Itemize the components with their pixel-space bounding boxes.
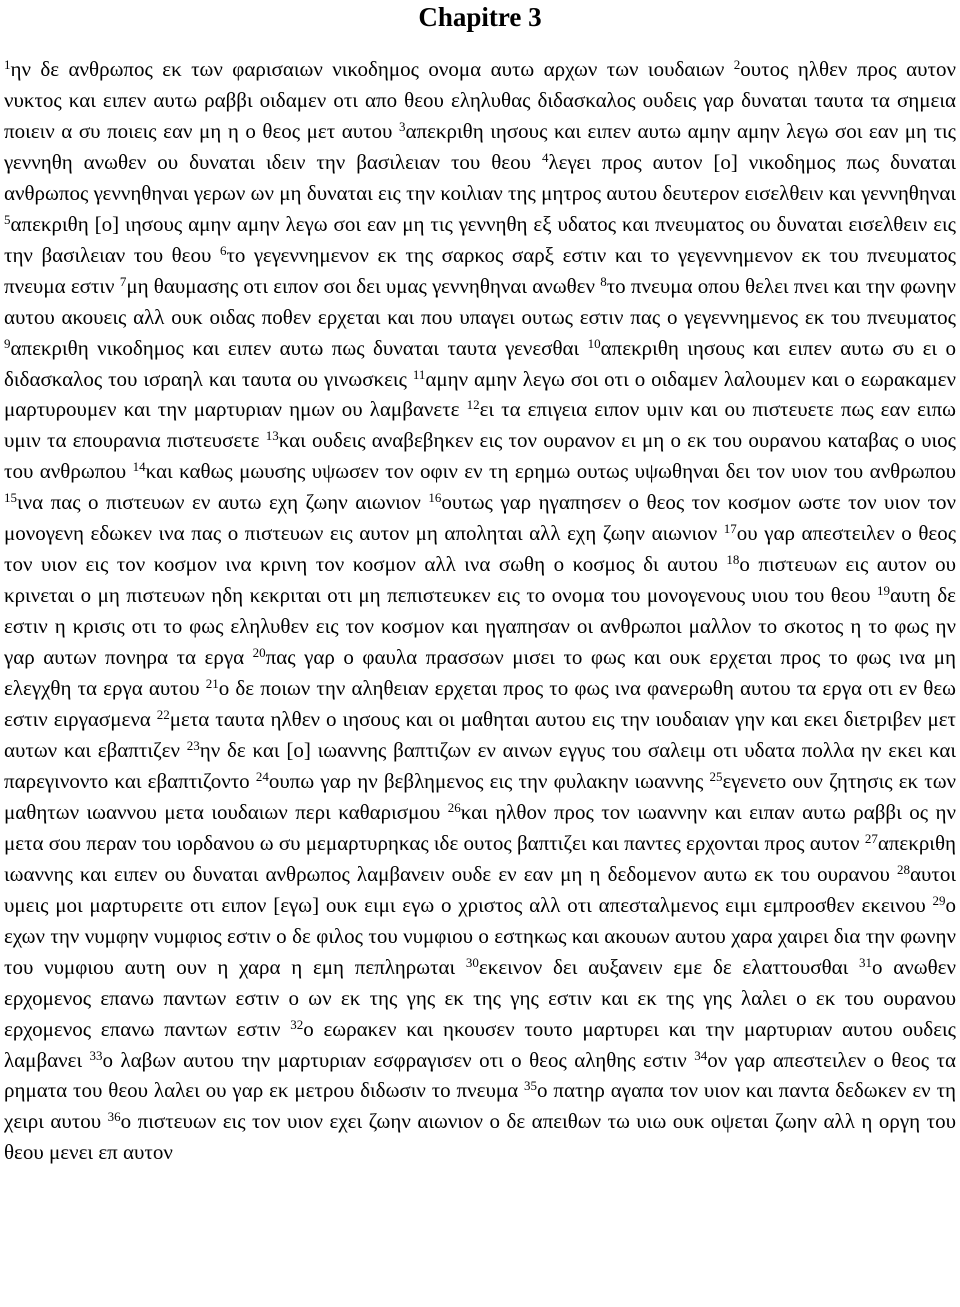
verse-number: 10	[587, 335, 601, 351]
verse-number: 32	[290, 1016, 304, 1032]
verse-text: ο λαβων αυτου την μαρτυριαν εσφραγισεν οτι ο θεος αληθης εστιν	[102, 1047, 695, 1072]
verse-number: 28	[897, 861, 910, 877]
verse-text: και ουδεις αναβεβηκεν εις τον ουρανον ει μη ο εκ του ουρανου καταβας ο υιος του ανθρωπου	[4, 428, 956, 484]
verse-number: 5	[4, 211, 11, 227]
verse-text: απεκριθη ιωαννης και ειπεν ου δυναται ανθρωπος λαμβανειν ουδε εν εαν μη η δεδομενον αυτω εκ του ουρανου	[4, 830, 956, 886]
verse-text: ο ανωθεν ερχομενος επανω παντων εστιν ο ων εκ της γης εκ της γης εστιν και εκ της γης λαλει ο εκ του ουρανου ερχομενος επανω παντων εστιν	[4, 954, 956, 1041]
verse-text: το πνευμα οπου θελει πνει και την φωνην αυτου ακουεις αλλ ουκ οιδας ποθεν ερχεται και που υπαγει ουτως εστιν πας ο γεγεννημενος εκ του πνευματος	[4, 273, 956, 329]
verse-text: και ηλθον προς τον ιωαννην και ειπαν αυτω ραββι ος ην μετα σου περαν του ιορδανου ω συ μεμαρτυρηκας ιδε ουτος βαπτιζει και παντες ερχονται προς αυτον	[4, 799, 956, 855]
verse-number: 3	[399, 118, 406, 134]
verse-number: 29	[932, 892, 946, 908]
verse-text: μη θαυμασης οτι ειπον σοι δει υμας γεννηθηναι ανωθεν	[126, 273, 601, 298]
verse-number: 16	[428, 490, 442, 506]
verse-number: 33	[89, 1047, 103, 1063]
verse-text: ο πατηρ αγαπα τον υιον και παντα δεδωκεν εν τη χειρι αυτου	[4, 1078, 956, 1134]
verse-number: 27	[864, 830, 878, 846]
verse-text: απεκριθη ιησους και ειπεν αυτω συ ει ο διδασκαλος του ισραηλ και ταυτα ου γινωσκεις	[4, 335, 956, 391]
verse-text: πας γαρ ο φαυλα πρασσων μισει το φως και ουκ ερχεται προς το φως ινα μη ελεγχθη τα εργα αυτου	[4, 645, 956, 701]
verse-number: 19	[876, 583, 890, 599]
verse-text: αυτοι υμεις μοι μαρτυρειτε οτι ειπον [εγω] ουκ ειμι εγω ο χριστος αλλ οτι απεσταλμενος ειμι εμπροσθεν εκεινου	[4, 861, 956, 917]
verse-number: 2	[733, 56, 741, 72]
verse-text: το γεγεννημενον εκ της σαρκος σαρξ εστιν και το γεγεννημενον εκ του πνευματος πνευμα εστιν	[4, 242, 956, 298]
verse-number: 15	[4, 490, 17, 506]
verse-text: εγενετο ουν ζητησις εκ των μαθητων ιωαννου μετα ιουδαιων περι καθαρισμου	[4, 768, 957, 824]
verse-number: 35	[524, 1078, 538, 1094]
verse-number: 20	[252, 644, 266, 660]
verse-text: αυτη δε εστιν η κρισις οτι το φως εληλυθεν εις τον κοσμον και ηγαπησαν οι ανθρωποι μαλλον το σκοτος η το φως ην γαρ αυτων πονηρα τα εργα	[4, 583, 956, 670]
verse-number: 12	[466, 397, 480, 413]
verse-number: 18	[726, 552, 740, 568]
verse-text: ουπω γαρ ην βεβλημενος εις την φυλακην ιωαννης	[268, 768, 710, 793]
verse-text: ινα πας ο πιστευων εν αυτω εχη ζωην αιωνιον	[17, 490, 429, 515]
verse-text: απεκριθη νικοδημος και ειπεν αυτω πως δυναται ταυτα γενεσθαι	[10, 335, 588, 360]
verse-number: 21	[205, 675, 219, 691]
verse-text: μετα ταυτα ηλθεν ο ιησους και οι μαθηται αυτου εις την ιουδαιαν γην και εκει διετριβεν μετ αυτων και εβαπτιζεν	[4, 707, 956, 762]
verse-text: ον γαρ απεστειλεν ο θεος τα ρηματα του θεου λαλει ου γαρ εκ μετρου διδωσιν το πνευμα	[4, 1047, 956, 1103]
verse-text: ην δε και [ο] ιωαννης βαπτιζων εν αινων εγγυς του σαλειμ οτι υδατα πολλα ην εκει και παρεγινοντο και εβαπτιζοντο	[4, 737, 957, 793]
verse-number: 1	[4, 56, 11, 72]
verse-text: αμην αμην λεγω σοι οτι ο οιδαμεν λαλουμεν και ο εωρακαμεν μαρτυρουμεν και την μαρτυριαν ημων ου λαμβανετε	[4, 366, 956, 422]
verse-number: 22	[156, 706, 170, 722]
verse-text: λεγει προς αυτον [ο] νικοδημος πως δυναται ανθρωπος γεννηθηναι γερων ων μη δυναται εις την κοιλιαν της μητρος αυτου δευτερον εισελθειν και γεννηθηναι	[4, 149, 956, 205]
verse-text: εκεινον δει αυξανειν εμε δε ελαττουσθαι	[478, 954, 860, 979]
verse-number: 7	[119, 273, 127, 289]
verse-text: ο πιστευων εις αυτον ου κρινεται ο μη πιστευων ηδη κεκριται οτι μη πεπιστευκεν εις το ονομα του μονογενους υιου του θεου	[4, 552, 956, 608]
verse-number: 9	[4, 335, 11, 351]
verse-number: 23	[186, 737, 200, 753]
verse-text: ο εχων την νυμφην νυμφιος εστιν ο δε φιλος του νυμφιου ο εστηκως και ακουων αυτου χαρα χαιρει δια την φωνην του νυμφιου αυτη ουν η χαρα η εμη πεπληρωται	[4, 892, 956, 979]
verse-number: 31	[859, 954, 873, 970]
verse-text: ο πιστευων εις τον υιον εχει ζωην αιωνιον ο δε απειθων τω υιω ουκ οψεται ζωην αλλ η οργη του θεου μενει επ αυτον	[4, 1109, 956, 1165]
verse-number: 36	[107, 1109, 121, 1125]
verse-number: 11	[412, 366, 426, 382]
verse-number: 17	[723, 521, 737, 537]
verse-number: 6	[219, 242, 227, 258]
verse-text: ο εωρακεν και ηκουσεν τουτο μαρτυρει και την μαρτυριαν αυτου ουδεις λαμβανει	[4, 1016, 956, 1072]
verse-number: 4	[541, 149, 549, 165]
verse-text: ην δε ανθρωπος εκ των φαρισαιων νικοδημος ονομα αυτω αρχων των ιουδαιων	[10, 57, 734, 81]
verse-text: απεκριθη [ο] ιησους αμην αμην λεγω σοι εαν μη τις γεννηθη εξ υδατος και πνευματος ου δυναται εισελθειν εις την βασιλειαν του θεου	[4, 211, 956, 267]
verse-number: 25	[709, 768, 723, 784]
verse-number: 34	[694, 1047, 708, 1063]
chapter-body	[4, 54, 956, 1168]
verse-text: ουτως γαρ ηγαπησεν ο θεος τον κοσμον ωστε τον υιον τον μονογενη εδωκεν ινα πας ο πιστευων εις αυτον μη αποληται αλλ εχη ζωην αιωνιον	[4, 490, 957, 546]
chapter-title: Chapitre 3	[418, 2, 542, 32]
verse-text: απεκριθη ιησους και ειπεν αυτω αμην αμην λεγω σοι εαν μη τις γεννηθη ανωθεν ου δυναται ιδειν την βασιλειαν του θεου	[4, 118, 956, 174]
verse-number: 30	[465, 954, 479, 970]
verse-number: 26	[447, 799, 461, 815]
verse-text: και καθως μωυσης υψωσεν τον οφιν εν τη ερημω ουτως υψωθηναι δει τον υιον του ανθρωπου	[145, 459, 956, 484]
verse-text: ει τα επιγεια ειπον υμιν και ου πιστευετε πως εαν ειπω υμιν τα επουρανια πιστευσετε	[4, 397, 956, 453]
verse-number: 14	[132, 459, 146, 475]
verse-text: ουτος ηλθεν προς αυτον νυκτος και ειπεν αυτω ραββι οιδαμεν οτι απο θεου εληλυθας διδασκαλος ουδεις γαρ δυναται ταυτα τα σημεια ποιειν α συ ποιεις εαν μη η ο θεος μετ αυτου	[4, 57, 956, 143]
verse-number: 13	[265, 428, 279, 444]
verse-text: ου γαρ απεστειλεν ο θεος τον υιον εις τον κοσμον ινα κρινη τον κοσμον αλλ ινα σωθη ο κοσμος δι αυτου	[4, 521, 957, 577]
verse-number: 24	[255, 768, 269, 784]
verse-text: ο δε ποιων την αληθειαν ερχεται προς το φως ινα φανερωθη αυτου τα εργα οτι εν θεω εστιν ειργασμενα	[4, 676, 956, 732]
verse-number: 8	[600, 273, 607, 289]
